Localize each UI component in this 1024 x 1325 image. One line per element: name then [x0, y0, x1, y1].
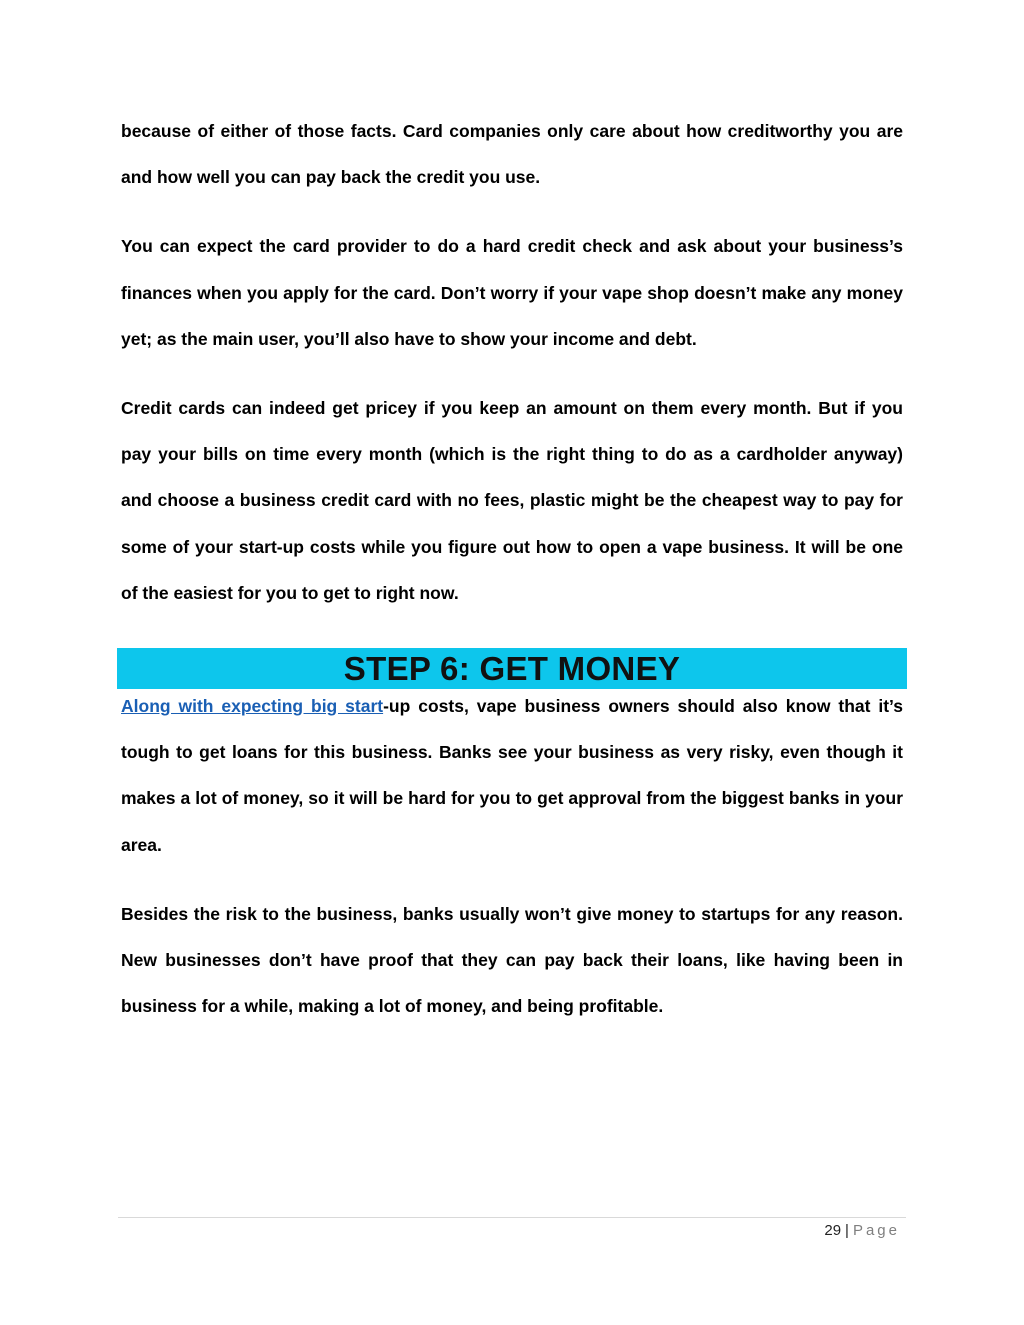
paragraph-credit-check: You can expect the card provider to do a hard credit check and ask about your business’s finances when you apply for the card. Don’t worry if your vape shop doesn’t make any money yet; as the main user, you’ll also have to show your income and debt. [121, 236, 903, 349]
page-footer [824, 1222, 900, 1239]
paragraph-bank-risk: Besides the risk to the business, banks usually won’t give money to startups for any reason. New businesses don’t have proof that they can pay back their loans, like having been in business for a while, making a lot of money, and being profitable. [121, 903, 903, 1017]
document-page [121, 108, 903, 1052]
start-up-costs-link[interactable]: Along with expecting big start [121, 696, 384, 717]
footer-separator: | [845, 1222, 849, 1239]
paragraph-credit-worthiness: because of either of those facts. Card companies only care about how creditworthy you are and how well you can pay back the credit you use. [121, 121, 903, 188]
paragraph-loans [121, 683, 903, 868]
footer-divider [118, 1217, 906, 1218]
paragraph-credit-cards-cost: Credit cards can indeed get pricey if you keep an amount on them every month. But if you pay your bills on time every month (which is the right thing to do as a cardholder anyway) and choose a business credit card with no fees, plastic might be the cheapest way to pay for some of your start-up costs while you figure out how to open a vape business. It will be one of the easiest for you to get to right now. [121, 398, 903, 603]
paragraph-loans-text: -up costs, vape business owners should also know that it’s tough to get loans for this business. Banks see your business as very risky, even though it makes a lot of money, so it will be hard for you to get approval from the biggest banks in your area. [121, 696, 903, 855]
section-heading: STEP 6: GET MONEY [343, 650, 681, 688]
page-label: Page [852, 1222, 900, 1239]
page-number: 29 [824, 1222, 842, 1239]
section-heading-bar [117, 648, 907, 689]
